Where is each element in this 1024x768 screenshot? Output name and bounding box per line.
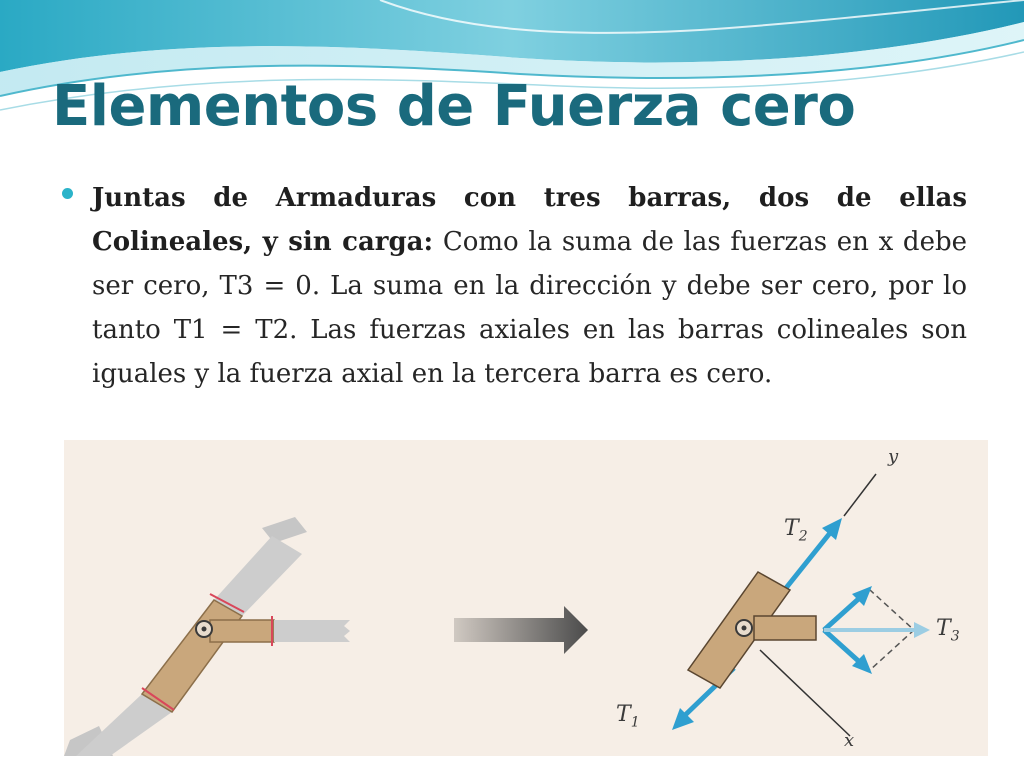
slide-title: Elementos de Fuerza cero	[52, 74, 856, 139]
bullet-dot-icon	[62, 188, 73, 199]
transition-arrow-icon	[454, 606, 588, 654]
left-truss-joint	[64, 517, 350, 756]
bar-diagonal-tan	[142, 600, 242, 712]
truss-joint-figure	[64, 440, 988, 756]
fb-bar-horizontal	[754, 616, 816, 640]
t2-label: $T_2$	[784, 516, 808, 545]
y-axis-label: y	[888, 446, 899, 467]
truss-joint-diagram	[64, 440, 988, 756]
x-axis-label: x	[844, 730, 855, 751]
bullet-item	[62, 176, 967, 396]
bullet-paragraph	[92, 176, 967, 396]
bar-upper-cut-end	[262, 517, 307, 543]
bullet-bold-lead: Juntas de Armaduras con tres barras, dos de ellas Colineales, y sin carga:	[92, 183, 967, 257]
x-axis-line	[760, 650, 850, 736]
y-axis-line	[844, 474, 876, 516]
bar-horizontal-tan	[210, 620, 274, 642]
t3-label: $T_3$	[936, 616, 960, 645]
bar-horizontal-gray	[274, 620, 350, 642]
t1-label: $T_1$	[616, 702, 640, 731]
right-free-body	[672, 474, 930, 736]
bullet-body-text: Como la suma de las fuerzas en x debe ser cero, T3 = 0. La suma en la dirección y debe ser cero, por lo tanto T1 = T2. Las fuerzas axiales en las barras colineales son iguales y la fuerza axial en la tercera barra es cero.	[92, 227, 967, 389]
